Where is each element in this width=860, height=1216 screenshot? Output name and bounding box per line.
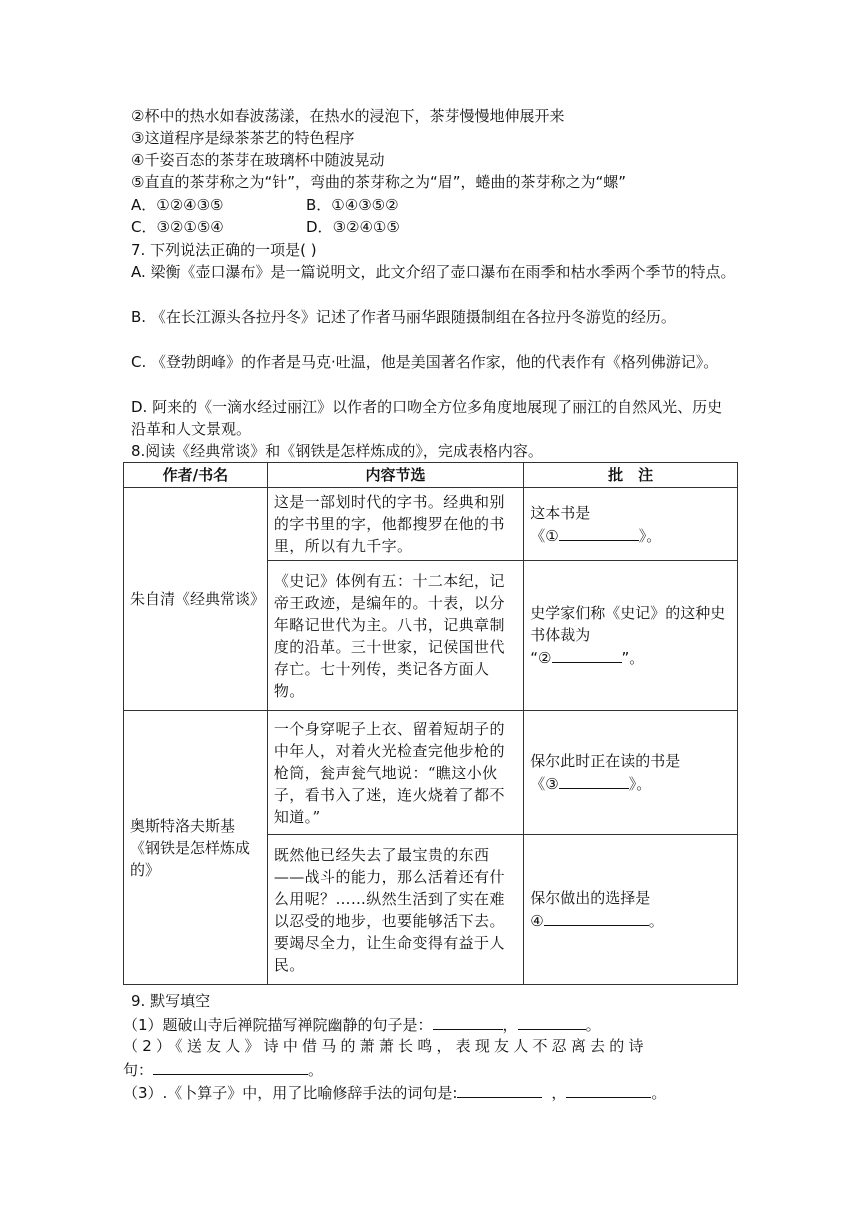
q6-options-row-2 [131, 216, 741, 238]
q6-option-b[interactable]: B．①④③⑤② [306, 196, 399, 214]
q6-option-a[interactable]: A．①②④③⑤ [131, 196, 224, 214]
header-author-book: 作者/书名 [124, 463, 268, 488]
q6-option-c[interactable]: C．③②①⑤④ [131, 218, 224, 236]
q7-option-c[interactable]: C. 《登勃朗峰》的作者是马克·吐温，他是美国著名作家，他的代表作有《格列佛游记》。 [131, 353, 719, 371]
fill-blank-3a[interactable] [457, 1081, 542, 1098]
note-cell: 保尔此时正在读的书是 《③ 》。 [524, 711, 738, 835]
q9-sentence-2-cont: 句： 。 [123, 1058, 733, 1081]
book-name-cell: 朱自清《经典常谈》 [124, 488, 268, 711]
note-cell: 保尔做出的选择是 ④ 。 [524, 835, 738, 985]
q6-item-2: ②杯中的热水如春波荡漾，在热水的浸泡下，茶芽慢慢地伸展开来 [131, 107, 565, 125]
q6-item-3: ③这道程序是绿茶茶艺的特色程序 [131, 129, 355, 147]
fill-blank-1b[interactable] [518, 1013, 586, 1030]
q7-option-d[interactable]: D. 阿来的《一滴水经过丽江》以作者的口吻全方位多角度地展现了丽江的自然风光、历史沿革和人文景观。 [131, 398, 723, 438]
table-row [124, 711, 738, 835]
answer-blank-3[interactable] [559, 772, 629, 789]
header-notes: 批 注 [524, 463, 738, 488]
note-cell: 这本书是 《① 》。 [524, 488, 738, 561]
book-name-cell: 奥斯特洛夫斯基《钢铁是怎样炼成的》 [124, 711, 268, 985]
excerpt-cell: 《史记》体例有五：十二本纪，记帝王政迹，是编年的。十表，以分年略记世代为主。八书，记典章制度的沿革。三十世家，记侯国世代存亡。七十列传，类记各方面人物。 [267, 561, 523, 711]
q6-item-5: ⑤直直的茶芽称之为“针”，弯曲的茶芽称之为“眉”，蜷曲的茶芽称之为“螺” [131, 173, 627, 191]
q9-stem: 9. 默写填空 [131, 992, 211, 1010]
answer-blank-2[interactable] [552, 646, 622, 663]
excerpt-cell: 既然他已经失去了最宝贵的东西——战斗的能力，那么活着还有什么用呢？……纵然生活到了实在难以忍受的地步，也要能够活下去。要竭尽全力，让生命变得有益于人民。 [267, 835, 523, 985]
q9-sentence-3: （3）.《卜算子》中，用了比喻修辞手法的词句是: ， 。 [123, 1081, 733, 1104]
q6-item-4: ④千姿百态的茶芽在玻璃杯中随波晃动 [131, 151, 385, 169]
q6-option-d[interactable]: D．③②④①⑤ [306, 218, 400, 236]
excerpt-cell: 这是一部划时代的字书。经典和别的字书里的字，他都搜罗在他的书里，所以有九千字。 [267, 488, 523, 561]
answer-blank-4[interactable] [544, 909, 649, 926]
fill-blank-3b[interactable] [566, 1081, 651, 1098]
q8-stem: 8.阅读《经典常谈》和《钢铁是怎样炼成的》，完成表格内容。 [131, 442, 543, 460]
header-excerpt: 内容节选 [267, 463, 523, 488]
q7-option-b[interactable]: B. 《在长江源头各拉丹冬》记述了作者马丽华跟随摄制组在各拉丹冬游览的经历。 [131, 308, 676, 326]
q9-sentence-1: （1）题破山寺后禅院描写禅院幽静的句子是： ， 。 [123, 1013, 733, 1036]
q7-option-a[interactable]: A. 梁衡《壶口瀑布》是一篇说明文，此文介绍了壶口瀑布在雨季和枯水季两个季节的特点。 [131, 263, 736, 281]
excerpt-cell: 一个身穿呢子上衣、留着短胡子的中年人，对着火光检查完他步枪的枪筒，瓮声瓮气地说：“瞧这小伙子，看书入了迷，连火烧着了都不知道。” [267, 711, 523, 835]
q6-options-row-1 [131, 194, 741, 216]
note-cell: 史学家们称《史记》的这种史书体裁为 “② ”。 [524, 561, 738, 711]
reading-table [123, 462, 738, 985]
fill-blank-2[interactable] [153, 1058, 308, 1075]
answer-blank-1[interactable] [559, 524, 639, 541]
q9-sentence-2: （2）《送友人》诗中借马的萧萧长鸣，表现友人不忍离去的诗 [123, 1037, 648, 1055]
q7-stem: 7. 下列说法正确的一项是( ) [131, 241, 317, 259]
table-header-row [124, 463, 738, 488]
table-row [124, 488, 738, 561]
fill-blank-1a[interactable] [433, 1013, 503, 1030]
